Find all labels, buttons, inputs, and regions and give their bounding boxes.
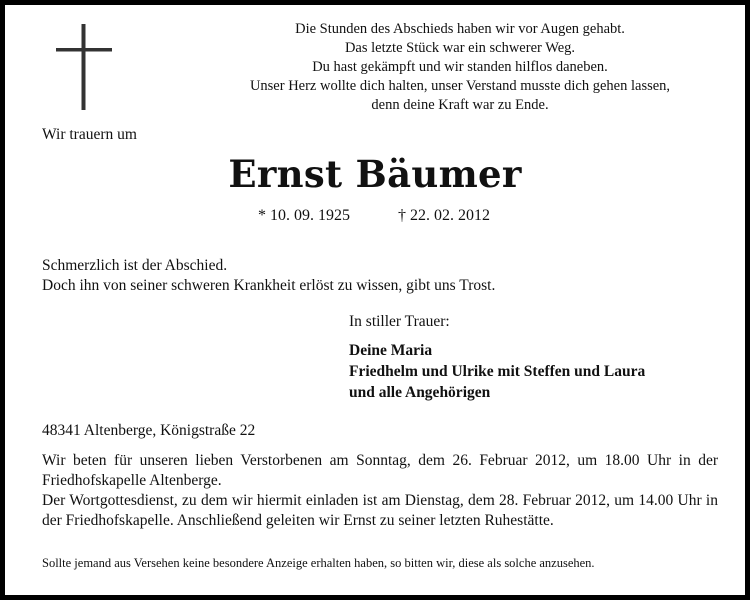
intro-text: Wir trauern um bbox=[42, 126, 137, 143]
mourning-heading: In stiller Trauer: bbox=[349, 313, 450, 330]
mourner-name: Deine Maria bbox=[349, 342, 433, 359]
footnote: Sollte jemand aus Versehen keine besondere Anzeige erhalten haben, so bitten wir, diese als solche anzusehen. bbox=[42, 556, 595, 570]
mourners-list bbox=[349, 340, 645, 403]
prayer-announcement: Wir beten für unseren lieben Verstorbenen am Sonntag, dem 26. Februar 2012, um 18.00 Uhr in der Friedhofskapelle Altenberge. bbox=[42, 452, 718, 489]
deceased-name: Ernst Bäumer bbox=[228, 152, 522, 196]
death-date: † 22. 02. 2012 bbox=[398, 207, 490, 224]
farewell-text bbox=[42, 256, 495, 296]
birth-date: * 10. 09. 1925 bbox=[258, 207, 350, 224]
farewell-line: Doch ihn von seiner schweren Krankheit erlöst zu wissen, gibt uns Trost. bbox=[42, 277, 496, 294]
address: 48341 Altenberge, Königstraße 22 bbox=[42, 422, 256, 439]
poem-line: denn deine Kraft war zu Ende. bbox=[371, 97, 549, 113]
poem-line: Die Stunden des Abschieds haben wir vor Augen gehabt. bbox=[295, 21, 625, 37]
service-announcement: Der Wortgottesdienst, zu dem wir hiermit einladen ist am Dienstag, dem 28. Februar 2012, um 14.00 Uhr in der Friedhofskapelle. Anschließend geleiten wir Ernst zu seiner letzten Ruhestätte. bbox=[42, 492, 718, 529]
poem-line: Unser Herz wollte dich halten, unser Verstand musste dich gehen lassen, bbox=[249, 78, 671, 94]
poem-line: Du hast gekämpft und wir standen hilflos daneben. bbox=[312, 59, 608, 75]
mourner-name: und alle Angehörigen bbox=[349, 384, 491, 401]
latin-cross-icon bbox=[56, 24, 112, 110]
poem-line: Das letzte Stück war ein schwerer Weg. bbox=[344, 40, 576, 56]
mourner-name: Friedhelm und Ulrike mit Steffen und Laura bbox=[349, 363, 646, 380]
farewell-line: Schmerzlich ist der Abschied. bbox=[42, 257, 228, 274]
poem bbox=[200, 20, 720, 115]
